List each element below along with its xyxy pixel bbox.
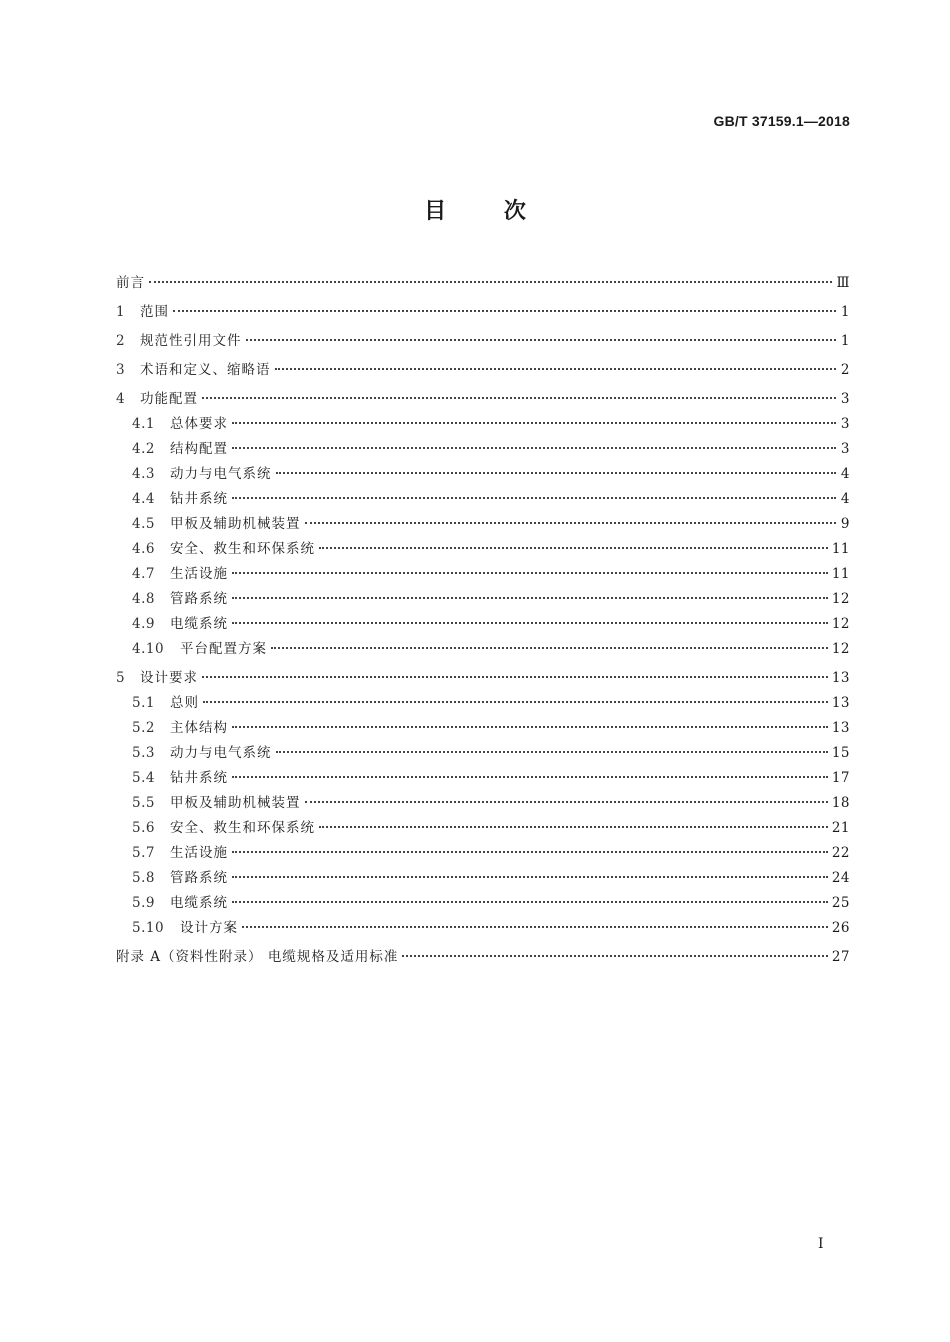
toc-leader-dots (202, 676, 828, 678)
toc-entry-title: 动力与电气系统 (170, 466, 272, 482)
toc-entry-number: 4.1 (132, 416, 155, 432)
table-of-contents (116, 271, 850, 970)
toc-leader-dots (232, 876, 828, 878)
toc-entry[interactable] (116, 387, 850, 412)
toc-leader-dots (276, 751, 828, 753)
toc-entry-number: 5.5 (132, 795, 155, 811)
toc-leader-dots (319, 547, 828, 549)
toc-entry[interactable] (116, 866, 850, 891)
toc-entry-number: 5.10 (132, 920, 165, 936)
toc-entry-page: 3 (840, 441, 850, 457)
toc-entry-title: 主体结构 (170, 720, 228, 736)
toc-entry-page: 11 (831, 566, 850, 582)
toc-entry-number: 4.3 (132, 466, 155, 482)
toc-entry-page: 3 (840, 391, 850, 407)
toc-entry-number: 4.10 (132, 641, 165, 657)
toc-entry-number: 4.2 (132, 441, 155, 457)
toc-entry-page: 12 (831, 641, 850, 657)
toc-entry[interactable] (116, 329, 850, 354)
toc-entry[interactable] (116, 462, 850, 487)
toc-leader-dots (202, 397, 836, 399)
toc-entry-number: 1 (116, 304, 126, 320)
toc-leader-dots (275, 368, 837, 370)
toc-leader-dots (149, 281, 832, 283)
toc-entry[interactable] (116, 537, 850, 562)
toc-entry-title: 管路系统 (170, 591, 228, 607)
toc-entry-page: 4 (840, 466, 850, 482)
toc-entry-title: 平台配置方案 (180, 641, 267, 657)
toc-leader-dots (232, 597, 828, 599)
toc-entry[interactable] (116, 891, 850, 916)
toc-entry[interactable] (116, 945, 850, 970)
toc-entry-page: 24 (831, 870, 850, 886)
toc-entry[interactable] (116, 691, 850, 716)
toc-entry[interactable] (116, 587, 850, 612)
toc-entry[interactable] (116, 841, 850, 866)
toc-entry[interactable] (116, 437, 850, 462)
toc-entry[interactable] (116, 562, 850, 587)
toc-leader-dots (232, 447, 836, 449)
toc-entry[interactable] (116, 637, 850, 662)
toc-entry-title: 生活设施 (170, 845, 228, 861)
toc-entry-number: 4.8 (132, 591, 155, 607)
toc-entry-number: 4.4 (132, 491, 155, 507)
toc-leader-dots (232, 726, 828, 728)
toc-entry[interactable] (116, 766, 850, 791)
toc-leader-dots (271, 647, 828, 649)
standard-code: GB/T 37159.1—2018 (713, 113, 850, 129)
toc-entry-page: 2 (840, 362, 850, 378)
toc-entry[interactable] (116, 741, 850, 766)
toc-entry-number: 2 (116, 333, 126, 349)
toc-entry-page: 4 (840, 491, 850, 507)
toc-entry[interactable] (116, 358, 850, 383)
toc-entry-page: 13 (831, 670, 850, 686)
toc-entry-page: 17 (831, 770, 850, 786)
toc-leader-dots (319, 826, 828, 828)
toc-entry-title: 安全、救生和环保系统 (170, 820, 315, 836)
toc-entry-title: 范围 (140, 304, 169, 320)
toc-entry-title: 附录 A（资料性附录） 电缆规格及适用标准 (116, 949, 399, 965)
toc-entry-page: 11 (831, 541, 850, 557)
toc-leader-dots (232, 622, 828, 624)
toc-leader-dots (305, 522, 837, 524)
toc-entry-title: 术语和定义、缩略语 (140, 362, 271, 378)
toc-entry-page: Ⅲ (836, 275, 850, 291)
toc-entry[interactable] (116, 791, 850, 816)
toc-entry[interactable] (116, 271, 850, 296)
toc-entry-number: 5.3 (132, 745, 155, 761)
toc-entry-page: 9 (840, 516, 850, 532)
toc-entry-title: 功能配置 (140, 391, 198, 407)
toc-leader-dots (276, 472, 837, 474)
toc-entry-page: 12 (831, 616, 850, 632)
toc-leader-dots (246, 339, 837, 341)
toc-entry-page: 15 (831, 745, 850, 761)
toc-entry-title: 结构配置 (170, 441, 228, 457)
toc-entry-title: 生活设施 (170, 566, 228, 582)
toc-leader-dots (203, 701, 828, 703)
toc-leader-dots (232, 776, 828, 778)
toc-entry-page: 21 (831, 820, 850, 836)
toc-entry-title: 前言 (116, 275, 145, 291)
toc-entry[interactable] (116, 716, 850, 741)
toc-entry-number: 3 (116, 362, 126, 378)
toc-entry-title: 电缆系统 (170, 895, 228, 911)
toc-entry-page: 13 (831, 695, 850, 711)
toc-entry[interactable] (116, 412, 850, 437)
toc-entry-title: 总则 (170, 695, 199, 711)
toc-entry-title: 安全、救生和环保系统 (170, 541, 315, 557)
toc-entry[interactable] (116, 612, 850, 637)
toc-entry-number: 4.7 (132, 566, 155, 582)
toc-entry-page: 25 (831, 895, 850, 911)
toc-leader-dots (242, 926, 828, 928)
toc-entry-title: 动力与电气系统 (170, 745, 272, 761)
toc-entry[interactable] (116, 487, 850, 512)
toc-entry-title: 钻井系统 (170, 770, 228, 786)
toc-entry-number: 4.9 (132, 616, 155, 632)
toc-entry-title: 电缆系统 (170, 616, 228, 632)
toc-entry-title: 总体要求 (170, 416, 228, 432)
toc-entry-number: 5 (116, 670, 126, 686)
toc-entry-title: 规范性引用文件 (140, 333, 242, 349)
toc-leader-dots (232, 851, 828, 853)
toc-entry-title: 设计方案 (180, 920, 238, 936)
toc-leader-dots (173, 310, 836, 312)
toc-leader-dots (402, 955, 827, 957)
toc-entry-number: 5.1 (132, 695, 155, 711)
toc-entry-page: 3 (840, 416, 850, 432)
toc-entry-page: 12 (831, 591, 850, 607)
page-number: I (818, 1236, 824, 1252)
toc-entry-number: 4.6 (132, 541, 155, 557)
toc-entry-page: 1 (840, 333, 850, 349)
toc-entry-page: 22 (831, 845, 850, 861)
page-title: 目 次 (424, 199, 526, 224)
toc-entry-number: 5.2 (132, 720, 155, 736)
toc-entry-title: 设计要求 (140, 670, 198, 686)
toc-entry[interactable] (116, 512, 850, 537)
toc-leader-dots (232, 497, 836, 499)
toc-entry[interactable] (116, 300, 850, 325)
toc-leader-dots (232, 572, 828, 574)
toc-entry-number: 5.9 (132, 895, 155, 911)
toc-entry-title: 甲板及辅助机械装置 (170, 795, 301, 811)
toc-leader-dots (305, 801, 828, 803)
toc-entry-page: 1 (840, 304, 850, 320)
toc-entry-number: 5.6 (132, 820, 155, 836)
toc-entry[interactable] (116, 816, 850, 841)
toc-leader-dots (232, 422, 836, 424)
toc-entry-number: 5.8 (132, 870, 155, 886)
toc-entry[interactable] (116, 666, 850, 691)
toc-entry-number: 4 (116, 391, 126, 407)
toc-entry-number: 4.5 (132, 516, 155, 532)
toc-entry-title: 钻井系统 (170, 491, 228, 507)
toc-entry-title: 管路系统 (170, 870, 228, 886)
toc-leader-dots (232, 901, 828, 903)
toc-entry-page: 27 (831, 949, 850, 965)
toc-entry-number: 5.4 (132, 770, 155, 786)
toc-entry-page: 18 (831, 795, 850, 811)
toc-entry-title: 甲板及辅助机械装置 (170, 516, 301, 532)
toc-entry-number: 5.7 (132, 845, 155, 861)
toc-entry[interactable] (116, 916, 850, 941)
toc-entry-page: 26 (831, 920, 850, 936)
toc-entry-page: 13 (831, 720, 850, 736)
